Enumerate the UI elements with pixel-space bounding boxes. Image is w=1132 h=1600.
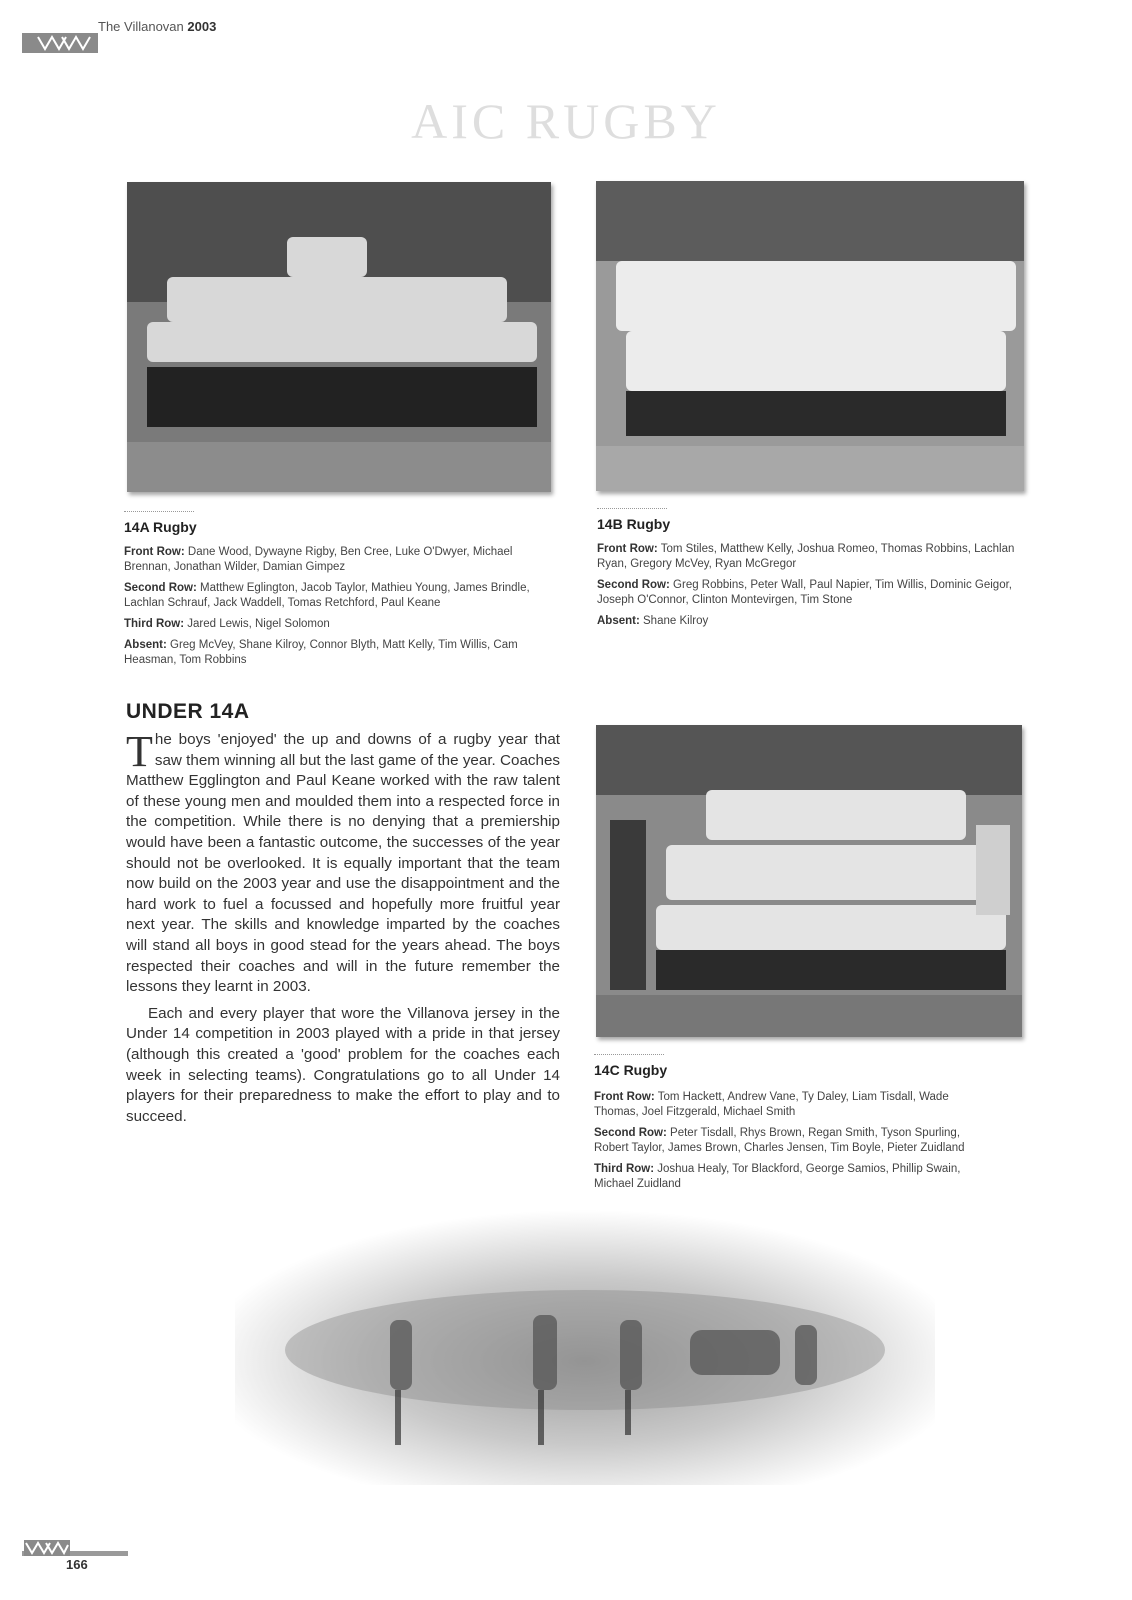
front-row-14c: Front Row: Tom Hackett, Andrew Vane, Ty Daley, Liam Tisdall, Wade Thomas, Joel Fitzgerald, Michael Smith <box>594 1091 949 1118</box>
article-paragraph-2: Each and every player that wore the Villanova jersey in the Under 14 competition in 2003 played with a pride in that jersey (although this created a 'good' problem for the coaches each week in selecting teams). Congratulations go to all Under 14 players for their preparedness to make the effort to play and to succeed. <box>126 1004 560 1125</box>
second-row-14b: Second Row: Greg Robbins, Peter Wall, Paul Napier, Tim Willis, Dominic Geigor, Joseph O'Connor, Clinton Montevirgen, Tim Stone <box>597 579 1012 606</box>
caption-title-14b: 14B Rugby <box>597 516 671 532</box>
match-photo <box>235 1210 935 1485</box>
team-photo-14c <box>596 725 1022 1037</box>
team-photo-14b <box>596 181 1024 491</box>
caption-rule-14c <box>594 1054 664 1055</box>
publication-year: 2003 <box>187 19 217 34</box>
drop-cap: T <box>126 727 153 776</box>
caption-rule-14b <box>597 508 667 509</box>
running-header <box>98 19 216 34</box>
caption-14b <box>597 542 1017 635</box>
absent-14a: Absent: Greg McVey, Shane Kilroy, Connor Blyth, Matt Kelly, Tim Willis, Cam Heasman, Tom Robbins <box>124 639 518 666</box>
second-row-14a: Second Row: Matthew Eglington, Jacob Taylor, Mathieu Young, James Brindle, Lachlan Schrauf, Jack Waddell, Tomas Retchford, Paul Keane <box>124 582 530 609</box>
third-row-14a: Third Row: Jared Lewis, Nigel Solomon <box>124 618 330 630</box>
second-row-14c: Second Row: Peter Tisdall, Rhys Brown, Regan Smith, Tyson Spurling, Robert Taylor, James Brown, Charles Jensen, Tim Boyle, Pieter Zuidland <box>594 1127 965 1154</box>
front-row-14b: Front Row: Tom Stiles, Matthew Kelly, Joshua Romeo, Thomas Robbins, Lachlan Ryan, Gregory McVey, Ryan McGregor <box>597 543 1015 570</box>
caption-14c <box>594 1090 994 1198</box>
villanova-logo-icon <box>36 34 92 52</box>
team-photo-14a <box>127 182 551 492</box>
section-heading: UNDER 14A <box>126 700 250 723</box>
front-row-14a: Front Row: Dane Wood, Dywayne Rigby, Ben Cree, Luke O'Dwyer, Michael Brennan, Jonathan Wilder, Damian Gimpez <box>124 546 513 573</box>
team-photo-14c-image <box>596 725 1022 1037</box>
third-row-14c: Third Row: Joshua Healy, Tor Blackford, George Samios, Phillip Swain, Michael Zuidland <box>594 1163 961 1190</box>
page-title: AIC RUGBY <box>411 93 721 149</box>
absent-14b: Absent: Shane Kilroy <box>597 615 709 627</box>
villanova-footer-logo-icon <box>24 1540 70 1556</box>
caption-title-14a: 14A Rugby <box>124 519 197 535</box>
caption-14a <box>124 545 554 674</box>
caption-rule-14a <box>124 511 194 512</box>
article-paragraph-1: The boys 'enjoyed' the up and downs of a rugby year that saw them winning all but the last game of the year. Coaches Matthew Egglington and Paul Keane worked with the raw talent of these young men and moulded them into a respected force in the competition. While there is no denying that a premiership would have been a fantastic outcome, the successes of the year should not be overlooked. It is equally important that the team now build on the 2003 year and use the disappointment and the hard work to fuel a focussed and hopefully more fruitful year next year. The skills and knowledge imparted by the coaches will stand all boys in good stead for the years ahead. The boys respected their coaches and will in the future remember the lessons they learnt in 2003. <box>126 727 560 996</box>
publication-name: The Villanovan <box>98 19 184 34</box>
page-number: 166 <box>66 1557 88 1572</box>
team-photo-14b-image <box>596 181 1024 491</box>
team-photo-14a-image <box>127 182 551 492</box>
caption-title-14c: 14C Rugby <box>594 1062 668 1078</box>
article-body <box>126 727 560 1133</box>
